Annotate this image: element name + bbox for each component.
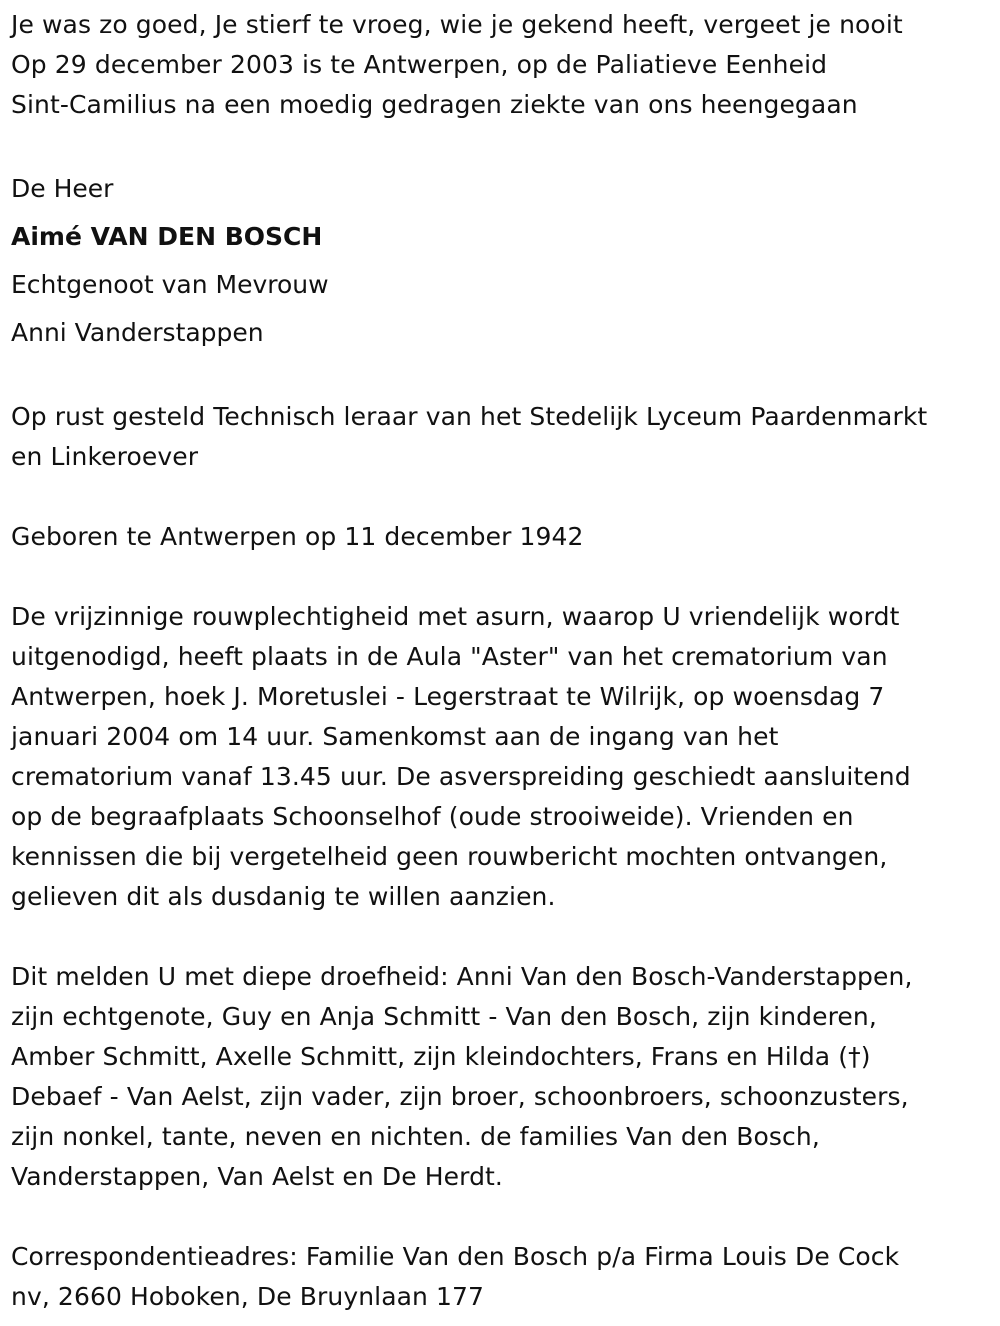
correspondence-section	[11, 1237, 995, 1317]
career-section	[11, 397, 995, 477]
ceremony-line: crematorium vanaf 13.45 uur. De asverspreiding geschiedt aansluitend	[11, 762, 911, 791]
deceased-title: De Heer	[11, 174, 114, 203]
ceremony-line: uitgenodigd, heeft plaats in de Aula "Aster" van het crematorium van	[11, 642, 888, 671]
birth-line: Geboren te Antwerpen op 11 december 1942	[11, 522, 584, 551]
obituary-document	[11, 5, 995, 1317]
family-line: zijn echtgenote, Guy en Anja Schmitt - Van den Bosch, zijn kinderen,	[11, 1002, 877, 1031]
family-section	[11, 957, 995, 1197]
intro-line: Sint-Camilius na een moedig gedragen ziekte van ons heengegaan	[11, 90, 858, 119]
family-line: zijn nonkel, tante, neven en nichten. de families Van den Bosch,	[11, 1122, 820, 1151]
section-spacer	[11, 125, 995, 165]
deceased-section	[11, 165, 995, 357]
career-line: en Linkeroever	[11, 442, 199, 471]
deceased-name: Aimé VAN DEN BOSCH	[11, 222, 323, 251]
intro-line: Op 29 december 2003 is te Antwerpen, op de Paliatieve Eenheid	[11, 50, 828, 79]
career-line: Op rust gesteld Technisch leraar van het Stedelijk Lyceum Paardenmarkt	[11, 402, 928, 431]
section-spacer	[11, 477, 995, 517]
section-spacer	[11, 917, 995, 957]
ceremony-line: op de begraafplaats Schoonselhof (oude strooiweide). Vrienden en	[11, 802, 854, 831]
section-spacer	[11, 357, 995, 397]
correspondence-line: nv, 2660 Hoboken, De Bruynlaan 177	[11, 1282, 485, 1311]
section-spacer	[11, 557, 995, 597]
correspondence-line: Correspondentieadres: Familie Van den Bosch p/a Firma Louis De Cock	[11, 1242, 900, 1271]
intro-line: Je was zo goed, Je stierf te vroeg, wie je gekend heeft, vergeet je nooit	[11, 10, 903, 39]
intro-section	[11, 5, 995, 125]
family-line: Vanderstappen, Van Aelst en De Herdt.	[11, 1162, 503, 1191]
ceremony-line: Antwerpen, hoek J. Moretuslei - Legerstraat te Wilrijk, op woensdag 7	[11, 682, 885, 711]
family-line: Amber Schmitt, Axelle Schmitt, zijn kleindochters, Frans en Hilda (†)	[11, 1042, 871, 1071]
spouse-line: Echtgenoot van Mevrouw	[11, 270, 329, 299]
section-spacer	[11, 1197, 995, 1237]
ceremony-line: gelieven dit als dusdanig te willen aanzien.	[11, 882, 556, 911]
ceremony-line: De vrijzinnige rouwplechtigheid met asurn, waarop U vriendelijk wordt	[11, 602, 900, 631]
spouse-name: Anni Vanderstappen	[11, 318, 264, 347]
birth-section	[11, 517, 995, 557]
ceremony-line: kennissen die bij vergetelheid geen rouwbericht mochten ontvangen,	[11, 842, 888, 871]
family-line: Debaef - Van Aelst, zijn vader, zijn broer, schoonbroers, schoonzusters,	[11, 1082, 909, 1111]
ceremony-line: januari 2004 om 14 uur. Samenkomst aan de ingang van het	[11, 722, 779, 751]
family-line: Dit melden U met diepe droefheid: Anni Van den Bosch-Vanderstappen,	[11, 962, 913, 991]
ceremony-section	[11, 597, 995, 917]
